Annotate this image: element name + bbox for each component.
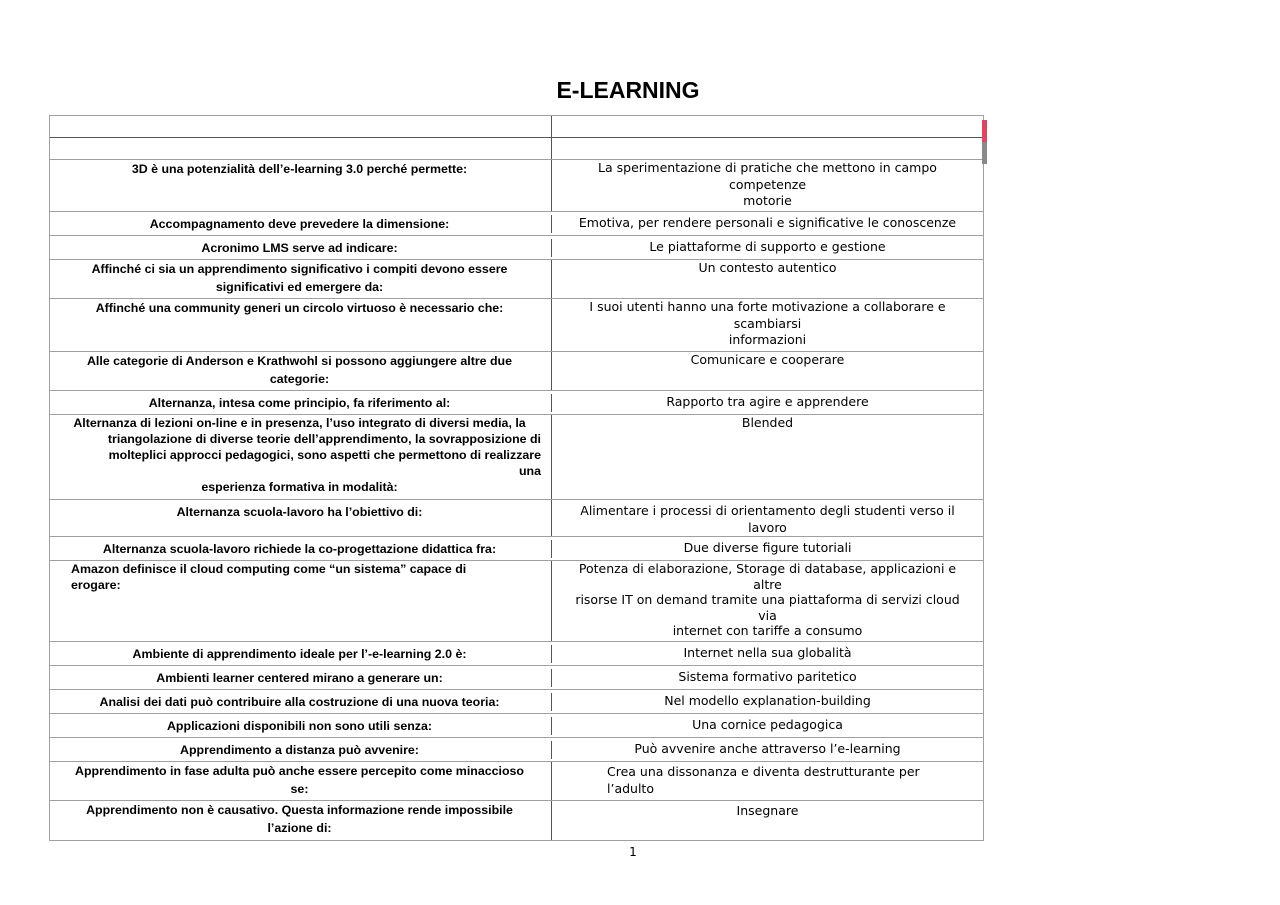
table-row xyxy=(50,211,983,235)
answer-cell xyxy=(552,741,983,758)
table-row xyxy=(50,689,983,713)
answer-text: Le piattaforme di supporto e gestione xyxy=(649,239,886,255)
question-cell xyxy=(50,299,552,351)
answer-cell xyxy=(552,540,983,557)
answer-cell xyxy=(552,299,983,351)
table-row xyxy=(50,390,983,414)
table-row xyxy=(50,159,983,211)
scroll-indicator-grey[interactable] xyxy=(982,142,987,164)
question-text: l’azione di: xyxy=(267,821,332,835)
page-number: 1 xyxy=(629,845,637,859)
table-row xyxy=(50,665,983,689)
question-text: erogare: xyxy=(71,578,121,592)
question-text: Affinché una community generi un circolo virtuoso è necessario che: xyxy=(95,301,504,315)
question-cell xyxy=(50,693,552,711)
table-row xyxy=(50,298,983,351)
answer-text: internet con tariffe a consumo xyxy=(672,623,863,638)
answer-text: Emotiva, per rendere personali e significative le conoscenze xyxy=(578,215,957,231)
answer-cell xyxy=(552,801,983,840)
answer-text: motorie xyxy=(743,193,792,208)
question-text: se: xyxy=(290,782,309,796)
answer-cell xyxy=(552,260,983,298)
answer-text: lavoro xyxy=(748,519,787,535)
answer-text: Crea una dissonanza e diventa destrutturante per xyxy=(607,764,920,779)
question-cell xyxy=(50,352,552,390)
question-text: Alternanza scuola-lavoro ha l’obiettivo di: xyxy=(176,505,423,519)
question-cell xyxy=(50,160,552,211)
table-row xyxy=(50,641,983,665)
empty-header-row xyxy=(50,137,983,159)
answer-cell xyxy=(552,352,983,390)
question-cell xyxy=(50,801,552,840)
question-text: una xyxy=(518,464,541,478)
answer-cell xyxy=(552,500,983,536)
answer-text: risorse IT on demand tramite una piattaforma di servizi cloud xyxy=(575,592,960,607)
question-cell xyxy=(50,762,552,800)
question-text: Alternanza, intesa come principio, fa riferimento al: xyxy=(148,395,451,410)
table-row xyxy=(50,235,983,259)
answer-cell xyxy=(552,415,983,499)
answer-text: Nel modello explanation-building xyxy=(664,693,871,709)
answer-cell xyxy=(552,762,983,800)
answer-cell xyxy=(552,561,983,641)
answer-cell xyxy=(552,239,983,256)
question-text: Accompagnamento deve prevedere la dimensione: xyxy=(149,216,450,231)
question-text: Analisi dei dati può contribuire alla costruzione di una nuova teoria: xyxy=(99,694,500,709)
question-text: Acronimo LMS serve ad indicare: xyxy=(201,240,398,255)
table-row xyxy=(50,761,983,800)
answer-cell xyxy=(552,717,983,734)
question-text: Amazon definisce il cloud computing come “un sistema” capace di xyxy=(71,562,467,576)
question-text: significativi ed emergere da: xyxy=(215,280,384,294)
question-text: 3D è una potenzialità dell’e-learning 3.0 perché permette: xyxy=(131,162,468,176)
question-text: triangolazione di diverse teorie dell’apprendimento, la sovrapposizione di xyxy=(107,432,541,446)
answer-text: Comunicare e cooperare xyxy=(690,352,845,367)
question-text: Alle categorie di Anderson e Krathwohl si possono aggiungere altre due xyxy=(86,354,513,368)
question-cell xyxy=(50,215,552,233)
question-cell xyxy=(50,260,552,298)
question-text: esperienza formativa in modalità: xyxy=(201,480,398,494)
question-text: molteplici approcci pedagogici, sono aspetti che permettono di realizzare xyxy=(108,448,541,462)
empty-cell xyxy=(552,138,983,159)
document-title: E-LEARNING xyxy=(556,77,700,103)
question-cell xyxy=(50,741,552,759)
answer-text: l’adulto xyxy=(607,780,654,796)
question-cell xyxy=(50,415,552,499)
answer-text: I suoi utenti hanno una forte motivazione a collaborare e xyxy=(589,299,946,314)
question-cell xyxy=(50,394,552,412)
question-text: Apprendimento non è causativo. Questa informazione rende impossibile xyxy=(86,803,513,817)
answer-text: altre xyxy=(753,576,782,592)
table-row xyxy=(50,713,983,737)
question-text: Ambiente di apprendimento ideale per l’-e-learning 2.0 è: xyxy=(132,646,467,661)
question-cell xyxy=(50,500,552,536)
answer-text: competenze xyxy=(728,176,807,192)
answer-text: Può avvenire anche attraverso l’e-learning xyxy=(634,741,901,757)
answer-text: Internet nella sua globalità xyxy=(683,645,852,661)
table-row xyxy=(50,737,983,761)
table-row xyxy=(50,414,983,499)
table-row xyxy=(50,499,983,536)
answer-text: Blended xyxy=(741,415,794,430)
qa-table xyxy=(49,115,984,841)
question-cell xyxy=(50,239,552,257)
empty-cell xyxy=(552,116,983,137)
answer-text: informazioni xyxy=(728,332,807,347)
answer-cell xyxy=(552,645,983,662)
question-text: Ambienti learner centered mirano a generare un: xyxy=(156,670,443,685)
answer-text: scambiarsi xyxy=(733,315,802,331)
empty-cell xyxy=(50,116,552,137)
empty-cell xyxy=(50,138,552,159)
question-text: Alternanza scuola-lavoro richiede la co-progettazione didattica fra: xyxy=(102,541,497,556)
answer-text: Una cornice pedagogica xyxy=(692,717,843,733)
table-row xyxy=(50,259,983,298)
question-text: categorie: xyxy=(269,372,330,386)
answer-text: Due diverse figure tutoriali xyxy=(683,540,852,556)
question-text: Applicazioni disponibili non sono utili senza: xyxy=(166,718,433,733)
answer-cell xyxy=(552,669,983,686)
answer-cell xyxy=(552,215,983,232)
empty-header-row xyxy=(50,116,983,137)
question-cell xyxy=(50,669,552,687)
question-text: Affinché ci sia un apprendimento significativo i compiti devono essere xyxy=(91,262,508,276)
answer-text: Potenza di elaborazione, Storage di database, applicazioni e xyxy=(578,561,957,576)
question-cell xyxy=(50,717,552,735)
answer-cell xyxy=(552,693,983,710)
answer-text: Sistema formativo paritetico xyxy=(678,669,857,685)
question-cell xyxy=(50,540,552,558)
answer-text: via xyxy=(758,607,777,623)
table-row xyxy=(50,560,983,641)
answer-cell xyxy=(552,394,983,411)
table-row xyxy=(50,351,983,390)
question-cell xyxy=(50,645,552,663)
answer-text: Alimentare i processi di orientamento degli studenti verso il xyxy=(580,503,955,518)
answer-cell xyxy=(552,160,983,211)
table-row xyxy=(50,536,983,560)
answer-text: Rapporto tra agire e apprendere xyxy=(666,394,869,410)
table-row xyxy=(50,800,983,840)
question-text: Apprendimento a distanza può avvenire: xyxy=(180,742,419,757)
answer-text: La sperimentazione di pratiche che mettono in campo xyxy=(598,160,937,175)
answer-text: Un contesto autentico xyxy=(698,260,837,275)
scroll-indicator-red[interactable] xyxy=(982,120,987,142)
question-text: Alternanza di lezioni on-line e in presenza, l’uso integrato di diversi media, la xyxy=(73,416,526,430)
question-text: Apprendimento in fase adulta può anche essere percepito come minaccioso xyxy=(75,764,524,778)
question-cell xyxy=(50,561,552,641)
answer-text: Insegnare xyxy=(736,803,799,818)
